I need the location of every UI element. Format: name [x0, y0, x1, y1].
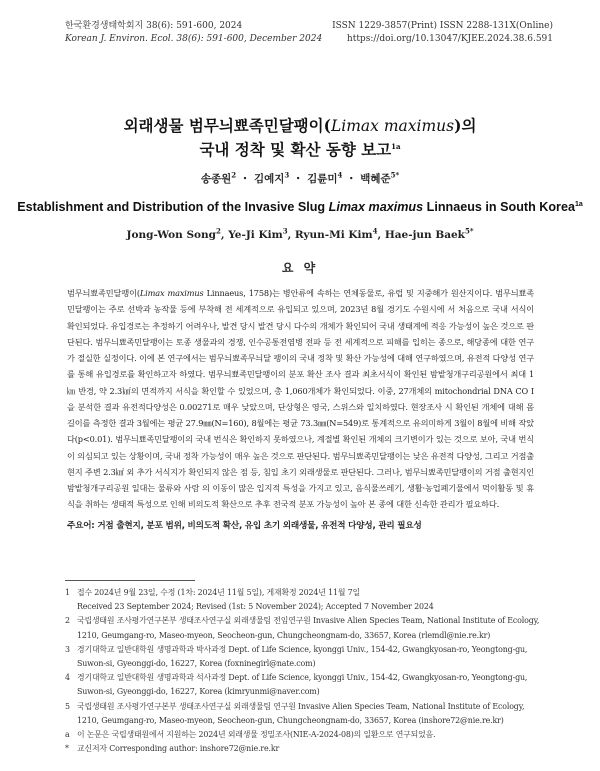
footnote-text: 경기대학교 일반대학원 생명과학과 석사과정 Dept. of Life Science, kyonggi Univ., 154-42, Gwangkyosan-ro, Yeongtong-gu, [77, 673, 528, 683]
footnote-mark: 3 [65, 644, 70, 654]
abstract-text: 결과 유전적다양성은 0.00271로 매우 낮았으며, 단상형은 영국, 스위스와 일치하였다. 현장조사 시 확인된 개체에 [103, 401, 505, 412]
footnote-mark: 5 [65, 701, 70, 711]
footnote-text: 교신저자 Corresponding author: inshore72@nie.re.kr [77, 744, 280, 754]
abstract-text: Linnaeus, 1758)는 병안류에 속하는 연체동물로, 유럽 및 지중해가 원산지이다. [203, 288, 493, 298]
title-en-footnote-mark: 1a [574, 200, 583, 208]
footnote-text: 국립생태원 조사평가연구본부 생태조사연구실 외래생물팀 연구원 Invasive Alien Species Team, National Institute of Ecology, [77, 701, 525, 711]
author-kr: 김예지 [253, 173, 285, 185]
footnotes [65, 586, 545, 756]
abstract-text: 특성으로 인해 비의도적 확산으로 추후 전국적 분포 가능성이 높아 본 종에 대한 신속한 관리가 필요하다. [136, 499, 500, 510]
keywords: 주요어: 거점 출현지, 분포 범위, 비의도적 확산, 유입 초기 외래생물, 유전적 다양성, 관리 필요성 [67, 521, 422, 531]
title-kr-line2: 국내 정착 및 확산 동향 보고 [199, 140, 392, 159]
footnote-item [65, 614, 545, 642]
footnote-text: Received 23 September 2024; Revised (1st: 5 November 2024); Accepted 7 November 2024 [77, 602, 434, 612]
author-en-affil: 5* [464, 226, 474, 236]
abstract-text: 크기변이가 있는 것으로 보아, 국내 번식이 의심되고 있는 상황이며, 국내 정착 가능성이 매우 높은 것으로 판단된다. [67, 434, 535, 461]
footnote-item [65, 728, 545, 742]
abstract-text: 국내 생태계에 적응 가능성이 높은 것으로 판단된다. 범무늬뾰족민달팽이는 토종 생물과의 경쟁, 인수공통전염병 전파 [67, 320, 535, 347]
author-en: Jong-Won Song [126, 229, 217, 241]
author-en-affil: 3 [282, 226, 288, 236]
abstract-text: 3월이 8월에 비해 작았다(p<0.01). 범무늬뾰족민달팽이의 국내 번식은 확인하지 못하였으나, 계절별 확인된 개체의 [67, 418, 534, 445]
footnote-item [65, 671, 545, 699]
author-separator: , [377, 229, 385, 241]
abstract-text: 범무늬뾰족민달팽이의 분포 확산 조사 결과 최초서식이 확인된 밤밭청개구리공원에서 최대 1㎞ 반경, 약 2.3㎢의 [67, 369, 535, 396]
author-separator: ・ [346, 173, 357, 185]
abstract-body [67, 285, 534, 513]
author-en: Ye-Ji Kim [228, 229, 283, 241]
footnote-text: 1210, Geumgang-ro, Maseo-myeon, Seocheon-gun, Chungcheongnam-do, 33657, Korea (inshore72@nie.re.kr) [77, 715, 504, 725]
abstract-text: 서 처음으로 국내 서식이 확인되었다. 유입경로는 추정하기 어려우나, 발견 당시 발견 당시 다수의 개체가 확인되어 [67, 304, 535, 331]
abstract-scientific-name: Limax maximus [139, 288, 204, 298]
footnote-mark: 4 [65, 673, 70, 683]
footnote-mark: a [65, 730, 70, 740]
author-kr-affil: 4 [337, 170, 343, 180]
title-kr-scientific-name: Limax maximus [330, 117, 455, 135]
title-kr-part1: 외래생물 범무늬뾰족민달팽이( [123, 116, 331, 135]
abstract-text: 등 전 세계적으로 피해를 입히는 종으로, 해당종에 대한 연구가 절실한 실정이다. 이에 본 연구에서는 범무늬뾰족무늬달 [67, 336, 534, 363]
abstract-text: 범무늬뾰족민달팽이는 주로 선박과 농작물 등에 부착해 전 세계적으로 유입되고 있으며, 2023년 8월 경기도 수원시에 [67, 288, 535, 315]
footnote-text: 접수 2024년 9월 23일, 수정 (1차: 2024년 11월 5일), 게재확정 2024년 11월 7일 [77, 588, 361, 597]
abstract-text: 팽이의 국내 정착 및 확산 가능성에 대해 연구하였으며, 유전적 다양성 연구를 통해 유입경로를 확인하고자 하였다. [67, 353, 535, 380]
author-separator: , [287, 229, 295, 241]
authors-en [0, 226, 600, 241]
journal-name-kr: 한국환경생태학회지 38(6): 591-600, 2024 [65, 21, 243, 31]
abstract-text: 의 이동이 많은 입지적 특성을 가지고 있고, 음식물쓰레기, 생활·농업폐기물에서 먹이활동 및 휴식을 취하는 생태적 [67, 483, 535, 510]
abstract-heading: 요 약 [281, 261, 319, 275]
abstract-text: 침입 초기 외래생물로 판단된다. 그러나, 범무늬뾰족민달팽이의 거점 출현지인 밤밭청개구리공원 일대는 물류와 사람 [67, 466, 535, 493]
footnote-text: 국립생태원 조사평가연구본부 생태조사연구실 외래생물팀 전임연구원 Invasive Alien Species Team, National Institute of Ecology, [77, 616, 540, 626]
author-separator: ・ [292, 173, 304, 185]
abstract-text: 범무늬뾰족민달팽이는 낮은 유전적 다양성, 그리고 거점출현지 주변 2.3㎢ 외 추가 서식지가 확인되지 않은 점 등, [67, 450, 534, 477]
journal-name-en: Korean J. Environ. Ecol. 38(6): 591-600, December 2024 [65, 34, 323, 44]
footnote-mark: 1 [65, 588, 70, 597]
footnote-text: 경기대학교 일반대학원 생명과학과 박사과정 Dept. of Life Science, kyonggi Univ., 154-42, Gwangkyosan-ro, Yeongtong-gu, [77, 644, 528, 654]
title-kr-footnote-mark: 1a [391, 141, 401, 151]
author-kr: 송종원 [200, 173, 232, 185]
author-en-affil: 2 [216, 226, 221, 236]
author-en-affil: 4 [372, 226, 378, 236]
journal-header-right [332, 20, 553, 46]
author-kr: 김륜미 [307, 173, 338, 185]
author-kr-affil: 5* [390, 170, 400, 180]
journal-header-left [65, 20, 322, 46]
title-kr-part2: )의 [454, 116, 477, 135]
author-kr: 백혜준 [360, 173, 391, 185]
issn: ISSN 1229-3857(Print) ISSN 2288-131X(Online) [332, 21, 553, 31]
footnote-item [65, 586, 545, 614]
author-separator: ・ [239, 173, 251, 185]
author-kr-affil: 2 [231, 170, 237, 180]
footnote-mark: * [65, 744, 69, 754]
title-en-scientific-name: Limax maximus [328, 200, 424, 214]
footnote-text: 이 논문은 국립생태원에서 지원하는 2024년 외래생물 정밀조사(NIE-A-2024-08)의 일환으로 연구되었음. [77, 730, 436, 740]
footnote-item [65, 700, 545, 728]
author-kr-affil: 3 [284, 170, 290, 180]
abstract-text: 범무늬뾰족민달팽이( [67, 288, 140, 298]
authors-kr [0, 171, 600, 186]
footnote-item [65, 742, 545, 756]
doi-link[interactable]: https://doi.org/10.13047/KJEE.2024.38.6.591 [346, 34, 553, 44]
paper-title-en [0, 200, 600, 214]
footnote-item [65, 643, 545, 671]
author-en: Hae-jun Baek [384, 229, 465, 241]
footnote-text: Suwon-si, Gyeonggi-do, 16227, Korea (kimryunmi@naver.com) [77, 687, 320, 697]
footnote-text: Suwon-si, Gyeonggi-do, 16227, Korea (foxninegirl@nate.com) [77, 659, 316, 669]
footnote-text: 1210, Geumgang-ro, Maseo-myeon, Seocheon-gun, Chungcheongnam-do, 33657, Korea (rlemdl@nie.re.kr) [77, 630, 491, 640]
title-en-part1: Establishment and Distribution of the Invasive Slug [17, 200, 329, 214]
abstract-text: 면적까지 서식을 확인할 수 있었으며, 총 1,060개체가 확인되었다. 이중, 27개체의 mitochondrial DNA CO Ⅰ 을 분석한 [67, 385, 534, 412]
footnote-mark: 2 [65, 616, 70, 626]
footnote-divider [65, 580, 195, 581]
paper-title-kr [0, 114, 600, 161]
abstract-text: 대해 몸길이를 측정한 결과 3월에는 평균 27.9㎜(N=160), 8월에는 평균 73.3㎜(N=549)로 통계적으로 유의미하게 [67, 401, 535, 428]
author-en: Ryun-Mi Kim [294, 229, 373, 241]
author-separator: , [220, 229, 229, 241]
title-en-part2: Linnaeus in South Korea [423, 200, 575, 214]
